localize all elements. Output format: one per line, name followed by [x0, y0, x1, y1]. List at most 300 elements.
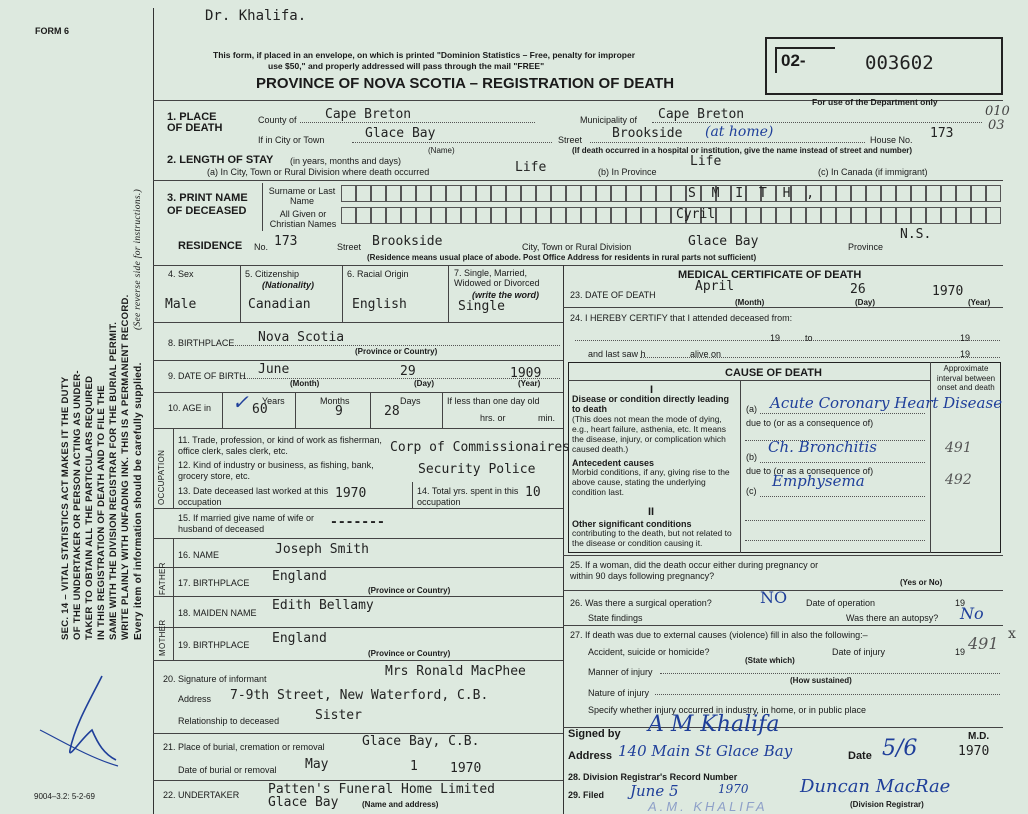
- letter-cell: [836, 207, 851, 224]
- state-which: (State which): [745, 656, 795, 665]
- undertaker-sub: (Name and address): [362, 800, 439, 809]
- letter-cell: [386, 207, 401, 224]
- marital-sub: (write the word): [472, 290, 539, 300]
- col-line: [740, 380, 741, 553]
- other-note: contributing to the death, but not related to the disease or condition causing it.: [572, 528, 732, 548]
- check-icon: ✓: [232, 390, 249, 414]
- code-b: 491: [945, 440, 972, 456]
- city-label: If in City or Town: [258, 135, 325, 145]
- rule: [563, 727, 1003, 728]
- undertaker-value: Patten's Funeral Home Limited: [268, 782, 495, 797]
- due-to-2: due to (or as a consequence of): [746, 466, 874, 476]
- citizenship-value: Canadian: [248, 297, 311, 312]
- dotted-line: [575, 340, 1000, 341]
- letter-cell: [911, 207, 926, 224]
- stay-sub: (in years, months and days): [290, 156, 402, 166]
- rule: [153, 538, 563, 539]
- death-month-label: (Month): [735, 298, 765, 307]
- filed-label: 29. Filed: [568, 790, 605, 800]
- father-birthplace-sub: (Province or Country): [368, 586, 451, 595]
- letter-cell: [581, 207, 596, 224]
- letter-cell: [941, 207, 956, 224]
- burial-day: 1: [410, 759, 418, 774]
- sex-label: 4. Sex: [168, 269, 194, 279]
- cause-a-letter: (a): [746, 404, 757, 414]
- op-date-label: Date of operation: [806, 598, 876, 608]
- undertaker-label: 22. UNDERTAKER: [163, 790, 240, 800]
- cause-c-letter: (c): [746, 486, 757, 496]
- letter-cell: [341, 185, 356, 202]
- col-line: [370, 392, 371, 428]
- letter-cell: [386, 185, 401, 202]
- letter-cell: [356, 185, 371, 202]
- letter-cell: [476, 185, 491, 202]
- occupation-side: OCCUPATION: [157, 449, 166, 505]
- burial-year: 1970: [450, 761, 482, 776]
- residence-note: (Residence means usual place of abode. Post Office Address for residents in rural parts not sufficient): [367, 253, 757, 262]
- letter-cell: [416, 207, 431, 224]
- letter-cell: [596, 185, 611, 202]
- letter-cell: [671, 185, 686, 202]
- letter-cell: [596, 207, 611, 224]
- yr-19-d: 19: [955, 598, 966, 608]
- marital-value: Single: [458, 299, 505, 314]
- certify-label: 24. I HEREBY CERTIFY that I attended deceased from:: [570, 313, 793, 323]
- street-value: Brookside: [612, 126, 683, 141]
- rule: [153, 780, 563, 781]
- antecedent-label: Antecedent causes: [572, 458, 655, 468]
- autopsy-value: No: [960, 604, 984, 623]
- external-label: 27. If death was due to external causes (violence) fill in also the following:–: [570, 630, 868, 640]
- alive-label: alive on: [690, 349, 722, 359]
- how-sustained: (How sustained): [790, 676, 852, 685]
- wife-value: -------: [330, 515, 385, 530]
- lastworked-label: 13. Date deceased last worked at this occupation: [178, 486, 329, 507]
- mother-birthplace-sub: (Province or Country): [368, 649, 451, 658]
- res-province-label: Province: [848, 242, 884, 252]
- letter-cell: [956, 207, 971, 224]
- yr-19-e: 19: [955, 647, 966, 657]
- date-death-label: 23. DATE OF DEATH: [570, 290, 656, 300]
- trade-label: 11. Trade, profession, or kind of work as fisherman, office clerk, sales clerk, etc.: [178, 435, 382, 456]
- record-label: 28. Division Registrar's Record Number: [568, 772, 738, 782]
- letter-cell: [491, 185, 506, 202]
- letter-cell: [371, 185, 386, 202]
- death-day: 26: [850, 282, 866, 297]
- rule: [568, 380, 930, 381]
- rule: [563, 625, 1003, 626]
- md-label: M.D.: [968, 731, 990, 742]
- reg-number: 003602: [865, 52, 934, 74]
- trade-value: Corp of Commissionaires: [390, 440, 571, 455]
- death-year: 1970: [932, 284, 964, 299]
- filed-value: June 5: [630, 782, 679, 800]
- min-label: min.: [538, 413, 556, 423]
- dob-month-label: (Month): [290, 379, 320, 388]
- maiden-value: Edith Bellamy: [272, 598, 374, 613]
- rule: [153, 360, 563, 361]
- antecedent-note: Morbid conditions, if any, giving rise to the above cause, stating the underlying condition last.: [572, 467, 730, 497]
- burial-month: May: [305, 757, 329, 772]
- letter-cell: [566, 185, 581, 202]
- filed-year: 1970: [718, 782, 749, 796]
- reg-prefix: 02-: [781, 51, 806, 70]
- father-side: FATHER: [158, 562, 167, 595]
- letter-cell: [746, 207, 761, 224]
- less-day: If less than one day old: [447, 396, 540, 406]
- county-label: County of: [258, 115, 297, 125]
- sec14-line2: OF THE UNDERTAKER OR PERSON ACTING AS UNDER-: [72, 370, 83, 640]
- father-birthplace: England: [272, 569, 327, 584]
- registration-box: [765, 37, 1003, 95]
- burial-place: Glace Bay, C.B.: [362, 734, 480, 749]
- letter-cell: [446, 185, 461, 202]
- nature-label: Nature of injury: [588, 688, 650, 698]
- lastsaw-label: and last saw h: [588, 349, 646, 359]
- dotted-line: [240, 378, 560, 379]
- autopsy-label: Was there an autopsy?: [846, 613, 939, 623]
- letter-cell: [941, 185, 956, 202]
- letter-cell: [491, 207, 506, 224]
- age-days: 28: [384, 404, 400, 419]
- letter-cell: [866, 185, 881, 202]
- margin-signature: [30, 670, 130, 770]
- letter-cell: [896, 207, 911, 224]
- letter-cell: [851, 185, 866, 202]
- signed-label: Signed by: [568, 728, 621, 740]
- days-label: Days: [400, 396, 421, 406]
- letter-cell: [926, 185, 941, 202]
- dotted-line: [655, 694, 1000, 695]
- findings-label: State findings: [588, 613, 643, 623]
- letter-cell: [926, 207, 941, 224]
- yr-19-b: 19: [960, 333, 971, 343]
- dept-note: For use of the Department only: [812, 97, 938, 107]
- death-year-label: (Year): [968, 298, 991, 307]
- dotted-line: [300, 122, 535, 123]
- disease-note: (This does not mean the mode of dying, e.g., heart failure, asthenia, etc. It means the disease, injury, or complication which caused death.): [572, 414, 727, 454]
- wife-label: 15. If married give name of wife or husband of deceased: [178, 513, 315, 534]
- cause-b: Ch. Bronchitis: [768, 438, 877, 456]
- res-city-label: City, Town or Rural Division: [522, 242, 632, 252]
- disease-label: Disease or condition directly leading to death: [572, 394, 730, 414]
- occ-years-value: 10: [525, 485, 541, 500]
- letter-cell: [341, 207, 356, 224]
- name-label: 3. PRINT NAME OF DECEASED: [167, 192, 248, 217]
- letter-cell: [446, 207, 461, 224]
- dob-day: 29: [400, 364, 416, 379]
- rule: [563, 307, 1003, 308]
- specify-label: Specify whether injury occurred in industry, in home, or in public place: [588, 705, 866, 715]
- dept-code-2: 03: [988, 118, 1005, 133]
- letter-cell: [371, 207, 386, 224]
- dotted-line: [760, 413, 925, 414]
- every-item-note: Every item of information should be carefully supplied.: [133, 362, 144, 640]
- pregnancy-label: 25. If a woman, did the death occur either during pregnancy or within 90 days following pregnancy?: [570, 560, 819, 581]
- mail-notice: This form, if placed in an envelope, on which is printed "Dominion Statistics – Free, penalty for improper: [213, 50, 636, 60]
- rule: [153, 508, 563, 509]
- letter-cell: [851, 207, 866, 224]
- rule: [563, 555, 1003, 556]
- municipality-label: Municipality of: [580, 115, 638, 125]
- cause-a: Acute Coronary Heart Disease: [770, 394, 1003, 412]
- dob-label: 9. DATE OF BIRTH: [168, 371, 246, 381]
- undertaker-city: Glace Bay: [268, 795, 339, 810]
- cause-title: CAUSE OF DEATH: [725, 367, 822, 379]
- col-line: [342, 265, 343, 322]
- letter-cell: [971, 185, 986, 202]
- letter-cell: [521, 207, 536, 224]
- sec14-line5: SAME WITH THE DIVISION REGISTRAR FOR THE BURIAL PERMIT.: [108, 321, 119, 640]
- signed-date: 5/6: [882, 736, 918, 761]
- letter-cell: [356, 207, 371, 224]
- hospital-note: (If death occurred in a hospital or institution, give the name instead of street and number): [572, 146, 913, 155]
- dotted-line: [230, 345, 560, 346]
- occ-years-label: 14. Total yrs. spent in this occupation: [417, 486, 519, 507]
- county-value: Cape Breton: [325, 107, 412, 122]
- approx-interval: Approximate interval between onset and death: [936, 364, 996, 392]
- res-province-value: N.S.: [900, 227, 932, 242]
- left-border: [153, 8, 154, 814]
- letter-cell: [821, 185, 836, 202]
- stay-c-label: (c) In Canada (if immigrant): [818, 167, 928, 177]
- letter-cell: [791, 207, 806, 224]
- letter-cell: [401, 207, 416, 224]
- cause-b-letter: (b): [746, 452, 757, 462]
- res-no-label: No.: [254, 242, 269, 252]
- col-line: [173, 538, 174, 660]
- dotted-line: [760, 462, 925, 463]
- citizenship-sub: (Nationality): [262, 280, 315, 290]
- rule: [153, 660, 563, 661]
- letter-cell: [521, 185, 536, 202]
- stay-b-label: (b) In Province: [598, 167, 657, 177]
- letter-cell: [506, 185, 521, 202]
- lastworked-value: 1970: [335, 486, 367, 501]
- dob-year: 1909: [510, 366, 542, 381]
- mother-birthplace-label: 19. BIRTHPLACE: [178, 640, 250, 650]
- mother-birthplace: England: [272, 631, 327, 646]
- age-months: 9: [335, 404, 343, 419]
- sec14-line4: IN THIS REGISTRATION OF DEATH AND TO FILE THE: [96, 385, 107, 640]
- dob-year-label: (Year): [518, 379, 541, 388]
- letter-cell: [626, 185, 641, 202]
- letter-cell: [611, 185, 626, 202]
- place-label: 1. PLACE OF DEATH: [167, 111, 223, 134]
- letter-cell: [461, 207, 476, 224]
- manner-label: Manner of injury: [588, 667, 653, 677]
- letter-cell: [821, 207, 836, 224]
- signed-value: A M Khalifa: [648, 712, 780, 737]
- marital-label: 7. Single, Married, Widowed or Divorced: [454, 268, 540, 288]
- dotted-line: [590, 142, 865, 143]
- col-line: [412, 482, 413, 508]
- res-street-value: Brookside: [372, 234, 443, 249]
- racial-value: English: [352, 297, 407, 312]
- letter-cell: [566, 207, 581, 224]
- letter-cell: [761, 207, 776, 224]
- rule: [153, 627, 563, 628]
- dotted-line: [660, 673, 1000, 674]
- cause-c: Emphysema: [772, 472, 865, 490]
- maiden-label: 18. MAIDEN NAME: [178, 608, 257, 618]
- letter-cell: [641, 185, 656, 202]
- sex-value: Male: [165, 297, 197, 312]
- letter-cell: [866, 207, 881, 224]
- house-label: House No.: [870, 135, 913, 145]
- dotted-line: [352, 142, 552, 143]
- sec14-line3: TAKER TO OBTAIN ALL THE PARTICULARS REQUIRED: [84, 375, 95, 640]
- col-line: [930, 362, 931, 553]
- stay-a-value: Life: [515, 160, 547, 175]
- col-line: [295, 392, 296, 428]
- letter-cell: [881, 207, 896, 224]
- letter-cell: [641, 207, 656, 224]
- res-city-value: Glace Bay: [688, 234, 759, 249]
- letter-cell: [656, 185, 671, 202]
- dotted-line: [745, 540, 925, 541]
- letter-cell: [971, 207, 986, 224]
- letter-cell: [506, 207, 521, 224]
- relationship-value: Sister: [315, 708, 362, 723]
- surname-label: Surname or Last Name: [268, 186, 336, 206]
- stay-b-value: Life: [690, 154, 722, 169]
- birthplace-sub: (Province or Country): [355, 347, 438, 356]
- letter-cell: [536, 207, 551, 224]
- father-birthplace-label: 17. BIRTHPLACE: [178, 578, 250, 588]
- letter-cell: [431, 207, 446, 224]
- yes-no: (Yes or No): [900, 578, 943, 587]
- doctor-note: Dr. Khalifa.: [205, 8, 307, 24]
- letter-cell: [881, 185, 896, 202]
- age-label: 10. AGE in: [168, 403, 212, 413]
- signed-date-label: Date: [848, 750, 872, 762]
- burial-label: 21. Place of burial, cremation or removal: [163, 742, 325, 752]
- street-label: Street: [558, 135, 583, 145]
- res-no-value: 173: [274, 234, 298, 249]
- letter-cell: [986, 185, 1001, 202]
- dept-code-1: 010: [985, 104, 1010, 119]
- code-c: 492: [945, 472, 972, 488]
- letter-cell: [401, 185, 416, 202]
- racial-label: 6. Racial Origin: [347, 269, 409, 279]
- letter-cell: [716, 207, 731, 224]
- injury-date-label: Date of injury: [832, 647, 886, 657]
- rule: [153, 180, 1003, 181]
- stay-a-label: (a) In City, Town or Rural Division where death occurred: [207, 167, 430, 177]
- letter-cell: [416, 185, 431, 202]
- form-title: PROVINCE OF NOVA SCOTIA – REGISTRATION OF DEATH: [256, 75, 675, 92]
- informant-address-label: Address: [178, 694, 212, 704]
- col-line: [262, 183, 263, 231]
- rule: [153, 733, 563, 734]
- industry-value: Security Police: [418, 462, 536, 477]
- see-reverse-note: (See reverse side for instructions.): [133, 188, 143, 330]
- municipality-value: Cape Breton: [658, 107, 745, 122]
- years-label: Years: [262, 396, 285, 406]
- letter-cell: [626, 207, 641, 224]
- letter-cell: [911, 185, 926, 202]
- letter-cell: [656, 207, 671, 224]
- rule: [153, 265, 1003, 266]
- informant-name: Mrs Ronald MacPhee: [385, 664, 526, 679]
- col-line: [448, 265, 449, 322]
- death-day-label: (Day): [855, 298, 876, 307]
- signed-address-label: Address: [568, 750, 613, 762]
- letter-cell: [536, 185, 551, 202]
- letter-cell: [476, 207, 491, 224]
- letter-cell: [806, 207, 821, 224]
- street-note: (at home): [705, 124, 774, 140]
- letter-cell: [836, 185, 851, 202]
- rule: [153, 596, 563, 597]
- birthplace-value: Nova Scotia: [258, 330, 345, 345]
- dob-month: June: [258, 362, 290, 377]
- informant-address: 7-9th Street, New Waterford, C.B.: [230, 688, 489, 703]
- other-label: Other significant conditions: [572, 519, 692, 529]
- col-line: [442, 392, 443, 428]
- sec14-line1: SEC. 14 – VITAL STATISTICS ACT MAKES IT THE DUTY: [60, 376, 71, 640]
- mother-side: MOTHER: [158, 619, 167, 656]
- letter-cell: [776, 207, 791, 224]
- medical-title: MEDICAL CERTIFICATE OF DEATH: [678, 269, 862, 281]
- given-label: All Given or Christian Names: [269, 209, 337, 229]
- given-value: Cyril: [676, 207, 716, 222]
- residence-label: RESIDENCE: [178, 240, 243, 252]
- letter-cell: [581, 185, 596, 202]
- yr-19-a: 19: [770, 333, 781, 343]
- informant-label: 20. Signature of informant: [163, 674, 267, 684]
- letter-cell: [611, 207, 626, 224]
- form-number: FORM 6: [35, 26, 70, 36]
- print-code: 9004–3.2: 5-2-69: [34, 792, 95, 801]
- mark-x: x: [1008, 626, 1016, 642]
- middle-divider: [563, 265, 564, 814]
- rule: [153, 567, 563, 568]
- father-name: Joseph Smith: [275, 542, 369, 557]
- hrs-label: hrs. or: [480, 413, 506, 423]
- rule: [153, 428, 563, 429]
- letter-cell: [986, 207, 1001, 224]
- mail-notice-2: use $50," and properly addressed will pass through the mail "FREE": [268, 61, 545, 71]
- col-line: [173, 428, 174, 508]
- to-label: to: [805, 333, 813, 343]
- industry-label: 12. Kind of industry or business, as fishing, bank, grocery store, etc.: [178, 460, 374, 481]
- registrar-sub: (Division Registrar): [850, 800, 924, 809]
- letter-cell: [731, 207, 746, 224]
- sec14-line6: WRITE PLAINLY WITH UNFADING INK. THIS IS A PERMANENT RECORD.: [120, 294, 131, 640]
- signed-year: 1970: [958, 744, 990, 759]
- dotted-line: [745, 520, 925, 521]
- burial-date-label: Date of burial or removal: [178, 765, 277, 775]
- letter-cell: [551, 207, 566, 224]
- death-month: April: [695, 279, 735, 294]
- letter-cell: [551, 185, 566, 202]
- name-note: (Name): [428, 146, 455, 155]
- signed-address: 140 Main St Glace Bay: [618, 742, 793, 760]
- surgery-value: NO: [760, 588, 788, 607]
- city-value: Glace Bay: [365, 126, 436, 141]
- relationship-label: Relationship to deceased: [178, 716, 280, 726]
- letter-cell: [461, 185, 476, 202]
- due-to-1: due to (or as a consequence of): [746, 418, 874, 428]
- accident-label: Accident, suicide or homicide?: [588, 647, 710, 657]
- dotted-line: [652, 122, 982, 123]
- registrar-signature: Duncan MacRae: [800, 776, 951, 797]
- signed-print: A.M. KHALIFA: [648, 799, 768, 814]
- dob-day-label: (Day): [414, 379, 435, 388]
- letter-cell: [956, 185, 971, 202]
